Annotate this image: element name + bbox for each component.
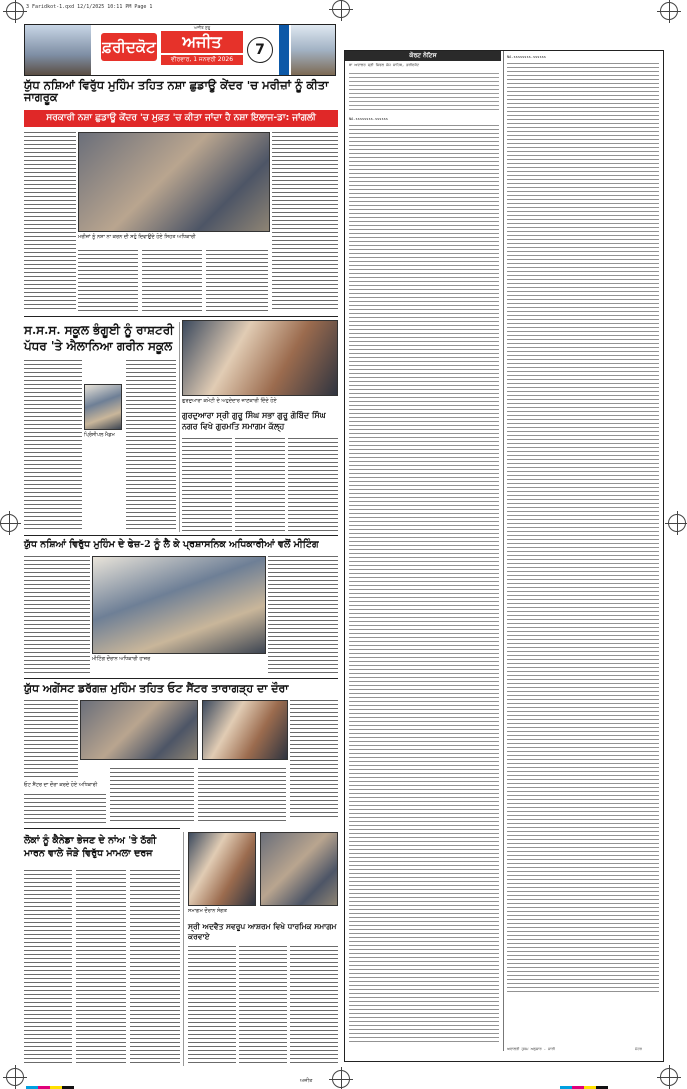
divider <box>24 316 338 317</box>
notice-title: ਕੋਰਟ ਨੋਟਿਸ <box>345 51 501 61</box>
story3-text-column <box>182 438 232 532</box>
story5-caption: ਓਟ ਸੈਂਟਰ ਦਾ ਦੌਰਾ ਕਰਦੇ ਹੋਏ ਅਧਿਕਾਰੀ <box>24 782 98 788</box>
story1-photo <box>78 132 270 232</box>
story5-text-column <box>24 794 106 824</box>
column-rule <box>179 322 180 532</box>
story4-text-column <box>24 556 90 674</box>
divider <box>24 678 338 679</box>
masthead <box>24 24 336 76</box>
story7-photo <box>188 832 256 906</box>
story7-text-column <box>188 946 236 1066</box>
court-notice-panel <box>344 50 664 1062</box>
registration-mark <box>6 2 24 20</box>
story2-portrait-caption: ਪ੍ਰਿੰਸੀਪਲ ਮੈਡਮ <box>84 432 115 438</box>
page-slug: 3 Faridkot-1.qxd 12/1/2025 10:11 PM Page 1 <box>26 4 153 10</box>
notice-footer-right: ਮੋਹਰ <box>635 1047 642 1051</box>
story6-headline: ਲੋਕਾਂ ਨੂੰ ਕੈਨੇਡਾ ਭੇਜਣ ਦੇ ਨਾਂਅ 'ਤੇ ਠੱਗੀ ਮਾਰਨ ਵਾਲੇ ਜੋੜੇ ਵਿਰੁੱਧ ਮਾਮਲਾ ਦਰਜ <box>24 835 157 860</box>
color-registration-bar <box>560 1076 608 1089</box>
story7-text-column <box>290 946 338 1066</box>
story7-photo <box>260 832 338 906</box>
notice-intro: ਬਾ ਅਦਾਲਤ ਸ੍ਰੀ ਸਿਵਲ ਜੱਜ ਸਾਹਿਬ, ਫ਼ਰੀਦਕੋਟ <box>349 63 420 67</box>
story1-headline: ਯੁੱਧ ਨਸ਼ਿਆਂ ਵਿਰੁੱਧ ਮੁਹਿੰਮ ਤਹਿਤ ਨਸ਼ਾ ਛੁਡਾਊ ਕੇਂਦਰ 'ਚ ਮਰੀਜ਼ਾਂ ਨੂੰ ਕੀਤਾ ਜਾਗਰੂਕ <box>24 78 329 104</box>
masthead-section: ਫ਼ਰੀਦਕੋਟ <box>101 33 157 61</box>
story4-photo <box>92 556 266 654</box>
story1-text-column <box>142 250 202 312</box>
story7-headline: ਸ੍ਰੀ ਅਦਵੈਤ ਸਵਰੂਪ ਆਸ਼ਰਮ ਵਿਖੇ ਧਾਰਮਿਕ ਸਮਾਗਮ ਕਰਵਾਏ <box>188 922 337 941</box>
notice-footer: ਅਦਾਲਤੀ ਹੁਕਮ ਅਨੁਸਾਰ - ਜਾਰੀ <box>507 1047 555 1051</box>
story5-text-column <box>198 768 286 824</box>
page-number: 7 <box>247 37 273 63</box>
divider <box>24 828 180 829</box>
column-rule <box>183 832 184 1066</box>
story5-text-column <box>290 700 338 820</box>
story1-text-column <box>272 132 338 312</box>
story3-caption: ਗੁਰਦੁਆਰਾ ਕਮੇਟੀ ਦੇ ਅਹੁਦੇਦਾਰ ਜਾਣਕਾਰੀ ਦਿੰਦੇ ਹੋਏ <box>182 398 277 404</box>
masthead-paper-name: ਅਜੀਤ <box>161 31 243 53</box>
registration-mark <box>660 2 678 20</box>
footer-slug: ਅਜੀਤ <box>300 1078 313 1084</box>
story6-text-column <box>130 870 180 1066</box>
story4-text-column <box>268 556 338 674</box>
decor-stripe <box>279 25 289 75</box>
registration-mark <box>6 1068 24 1086</box>
story1-caption: ਮਰੀਜ਼ਾਂ ਨੂੰ ਨਸ਼ਾ ਨਾ ਕਰਨ ਦੀ ਸਹੁੰ ਦਿਵਾਉਂਦੇ ਹੋਏ ਸਿਹਤ ਅਧਿਕਾਰੀ <box>78 234 196 240</box>
masthead-photo-left <box>25 25 91 75</box>
story5-photo <box>80 700 198 760</box>
story3-text-column <box>235 438 285 532</box>
registration-mark <box>332 1070 350 1088</box>
masthead-tag: ਅਜੀਤ ਸ਼ੁਰੂ <box>193 25 211 30</box>
story6-text-column <box>24 870 72 1066</box>
story2-text-column <box>126 360 176 532</box>
registration-mark <box>0 514 18 532</box>
notice-section-label: NA-ssssssss-ssssss <box>507 55 546 59</box>
registration-mark <box>668 514 686 532</box>
story7-text-column <box>239 946 287 1066</box>
registration-mark <box>660 1068 678 1086</box>
notice-text-block <box>349 73 499 113</box>
story5-photo <box>202 700 288 760</box>
notice-section-label: NA-ssssssss-ssssss <box>349 117 388 121</box>
story1-text-column <box>24 132 76 312</box>
story1-text-column <box>78 250 138 312</box>
story5-headline: ਯੁੱਧ ਅਗੇਂਸਟ ਡਰੱਗਜ਼ ਮੁਹਿੰਮ ਤਹਿਤ ਓਟ ਸੈਂਟਰ ਤਾਰਾਗੜ੍ਹ ਦਾ ਦੌਰਾ <box>24 682 289 695</box>
story3-photo <box>182 320 338 396</box>
color-registration-bar <box>26 1076 74 1089</box>
notice-list-column <box>349 125 499 1045</box>
story3-headline: ਗੁਰਦੁਆਰਾ ਸ੍ਰੀ ਗੁਰੂ ਸਿੰਘ ਸਭਾ ਗੁਰੂ ਗੋਬਿੰਦ ਸਿੰਘ ਨਗਰ ਵਿਖੇ ਗੁਰਮਤਿ ਸਮਾਗਮ ਕੱਲ੍ਹ <box>182 410 326 431</box>
divider <box>24 535 338 536</box>
story1-text-column <box>206 250 268 312</box>
story7-caption: ਸਮਾਗਮ ਦੌਰਾਨ ਸੰਗਤ <box>188 908 227 914</box>
story2-headline: ਸ.ਸ.ਸ. ਸਕੂਲ ਭੰਗੂਈ ਨੂੰ ਰਾਸ਼ਟਰੀ ਪੱਧਰ 'ਤੇ ਐਲਾਨਿਆ ਗਰੀਨ ਸਕੂਲ <box>24 323 174 354</box>
registration-mark <box>332 0 350 18</box>
story5-text-column <box>24 700 78 780</box>
masthead-photo-right <box>291 25 335 75</box>
story4-caption: ਮੀਟਿੰਗ ਦੌਰਾਨ ਅਧਿਕਾਰੀ ਹਾਜ਼ਰ <box>92 656 151 662</box>
story6-text-column <box>76 870 126 1066</box>
story5-text-column <box>110 768 194 824</box>
story4-headline: ਯੁੱਧ ਨਸ਼ਿਆਂ ਵਿਰੁੱਧ ਮੁਹਿੰਮ ਦੇ ਫੇਜ਼-2 ਨੂੰ ਲੈ ਕੇ ਪ੍ਰਸ਼ਾਸਨਿਕ ਅਧਿਕਾਰੀਆਂ ਵਲੋਂ ਮੀਟਿੰਗ <box>24 539 319 550</box>
column-rule <box>503 51 504 1051</box>
story3-text-column <box>288 438 338 532</box>
masthead-date: ਵੀਰਵਾਰ, 1 ਜਨਵਰੀ 2026 <box>161 55 243 65</box>
story1-subhead: ਸਰਕਾਰੀ ਨਸ਼ਾ ਛੁਡਾਊ ਕੇਂਦਰ 'ਚ ਮੁਫ਼ਤ 'ਚ ਕੀਤਾ ਜਾਂਦਾ ਹੈ ਨਸ਼ਾ ਇਲਾਜ-ਡਾ: ਜਾਂਗਲੀ <box>24 110 338 127</box>
story2-text-column <box>24 360 82 532</box>
notice-list-column <box>507 63 659 993</box>
story2-portrait <box>84 384 122 430</box>
